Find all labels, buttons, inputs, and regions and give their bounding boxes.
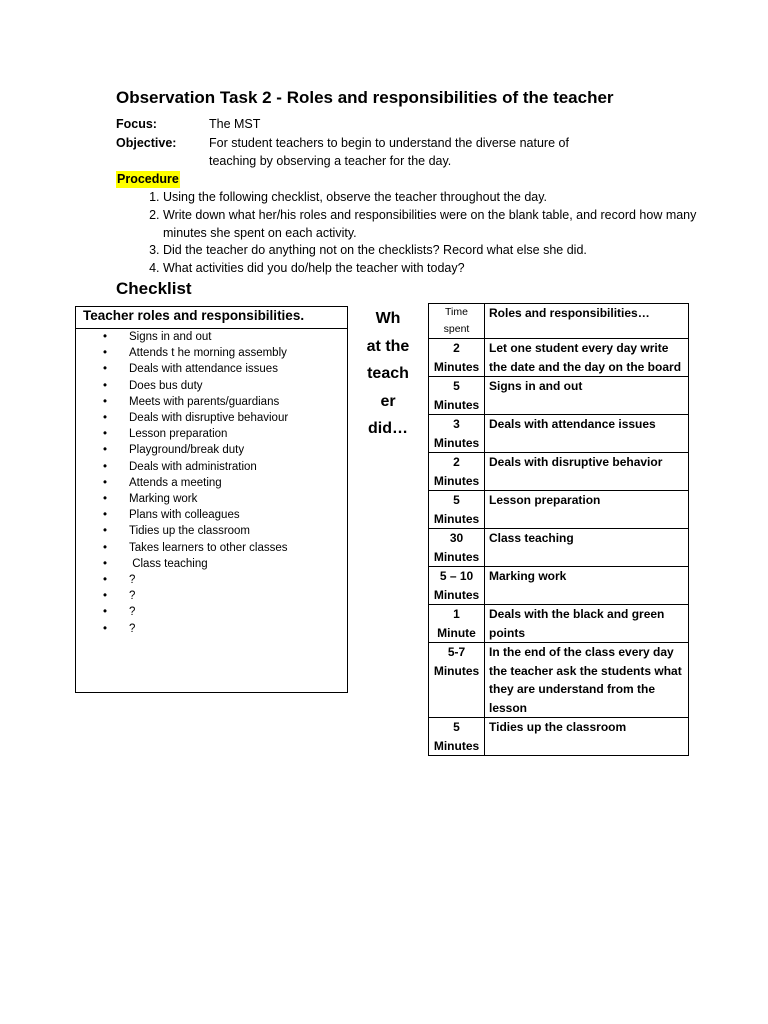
time-value: 2 [453,341,460,355]
time-cell [429,567,485,605]
header-time-spent [429,304,485,339]
objective-line-2: teaching by observing a teacher for the day. [209,154,452,168]
time-value: 3 [453,417,460,431]
time-value: 5 [453,379,460,393]
table-header-row [429,304,689,339]
table-row [429,491,689,529]
time-unit: Minutes [433,473,480,488]
checklist-item: • Deals with administration [129,459,347,475]
role-cell: Lesson preparation [485,491,689,529]
time-unit: Minutes [433,435,480,450]
objective-line-1: For student teachers to begin to understand the diverse nature of [209,136,569,150]
procedure-step: 4. What activities did you do/help the teacher with today? [163,260,703,278]
focus-row [116,115,260,133]
role-cell: Marking work [485,567,689,605]
time-cell [429,718,485,756]
header-roles: Roles and responsibilities… [485,304,689,339]
checklist-item: • Deals with attendance issues [129,361,347,377]
checklist-item: • Meets with parents/guardians [129,394,347,410]
table-row [429,567,689,605]
checklist-item: • Takes learners to other classes [129,540,347,556]
objective-row [116,134,569,152]
procedure-steps [116,189,703,278]
side-question [357,305,419,443]
time-unit: Minute [437,625,476,640]
role-cell: Let one student every day write the date and the day on the board [485,339,689,377]
checklist-item: • ? [129,572,347,588]
time-value: 5-7 [447,645,466,659]
checklist-item: • Attends t he morning assembly [129,345,347,361]
checklist-item: • Attends a meeting [129,475,347,491]
time-cell [429,643,485,718]
objective-label: Objective: [116,136,177,150]
checklist-item: • Playground/break duty [129,442,347,458]
checklist-item: • Deals with disruptive behaviour [129,410,347,426]
roles-table [428,303,689,756]
time-cell [429,529,485,567]
time-unit: Minutes [433,587,480,602]
role-cell: Signs in and out [485,377,689,415]
table-row [429,453,689,491]
checklist-heading: Checklist [116,279,192,298]
focus-label: Focus: [116,117,157,131]
checklist-item: • Class teaching [129,556,347,572]
header-time-line: Time [445,306,468,318]
table-row [429,718,689,756]
time-cell [429,453,485,491]
table-row [429,605,689,643]
table-row [429,643,689,718]
procedure-label: Procedure [117,172,179,186]
procedure-step: 3. Did the teacher do anything not on the checklists? Record what else she did. [163,242,703,260]
table-row [429,415,689,453]
time-value: 1 [453,607,460,621]
role-cell: Tidies up the classroom [485,718,689,756]
procedure-step: 1. Using the following checklist, observe the teacher throughout the day. [163,189,703,207]
side-question-line: did… [368,420,408,437]
table-row [429,529,689,567]
role-cell: Deals with the black and green points [485,605,689,643]
checklist-item: • ? [129,604,347,620]
time-unit: Minutes [433,511,480,526]
time-cell [429,605,485,643]
checklist-items [76,329,347,637]
side-question-line: er [380,392,396,410]
procedure-step: 2. Write down what her/his roles and responsibilities were on the blank table, and record how many minutes she spent on each activity. [163,207,703,243]
checklist-item: • Tidies up the classroom [129,523,347,539]
time-cell [429,415,485,453]
focus-value: The MST [209,117,261,131]
checklist-box-title: Teacher roles and responsibilities. [76,307,347,329]
time-cell [429,491,485,529]
time-unit: Minutes [433,663,480,678]
table-row [429,377,689,415]
time-unit: Minutes [433,738,480,753]
role-cell: Deals with disruptive behavior [485,453,689,491]
header-time-line: spent [443,323,470,335]
time-cell [429,339,485,377]
time-value: 5 [453,493,460,507]
checklist-box [75,306,348,693]
table-row [429,339,689,377]
time-value: 5 – 10 [439,569,474,583]
time-unit: Minutes [433,397,480,412]
time-value: 30 [449,531,464,545]
side-question-line: teach [367,365,409,382]
checklist-item: • Marking work [129,491,347,507]
time-value: 2 [453,455,460,469]
role-cell: Deals with attendance issues [485,415,689,453]
checklist-item: • Does bus duty [129,378,347,394]
time-value: 5 [453,720,460,734]
checklist-item: • Lesson preparation [129,426,347,442]
time-unit: Minutes [433,549,480,564]
checklist-item: • ? [129,588,347,604]
role-cell: Class teaching [485,529,689,567]
side-question-line: Wh [375,310,401,327]
checklist-item: • ? [129,621,347,637]
time-cell [429,377,485,415]
role-cell: In the end of the class every day the teacher ask the students what they are understand from the lesson [485,643,689,718]
checklist-item: • Signs in and out [129,329,347,345]
page-title: Observation Task 2 - Roles and responsibilities of the teacher [116,88,614,107]
time-unit: Minutes [433,359,480,374]
side-question-line: at the [366,337,410,355]
checklist-item: • Plans with colleagues [129,507,347,523]
